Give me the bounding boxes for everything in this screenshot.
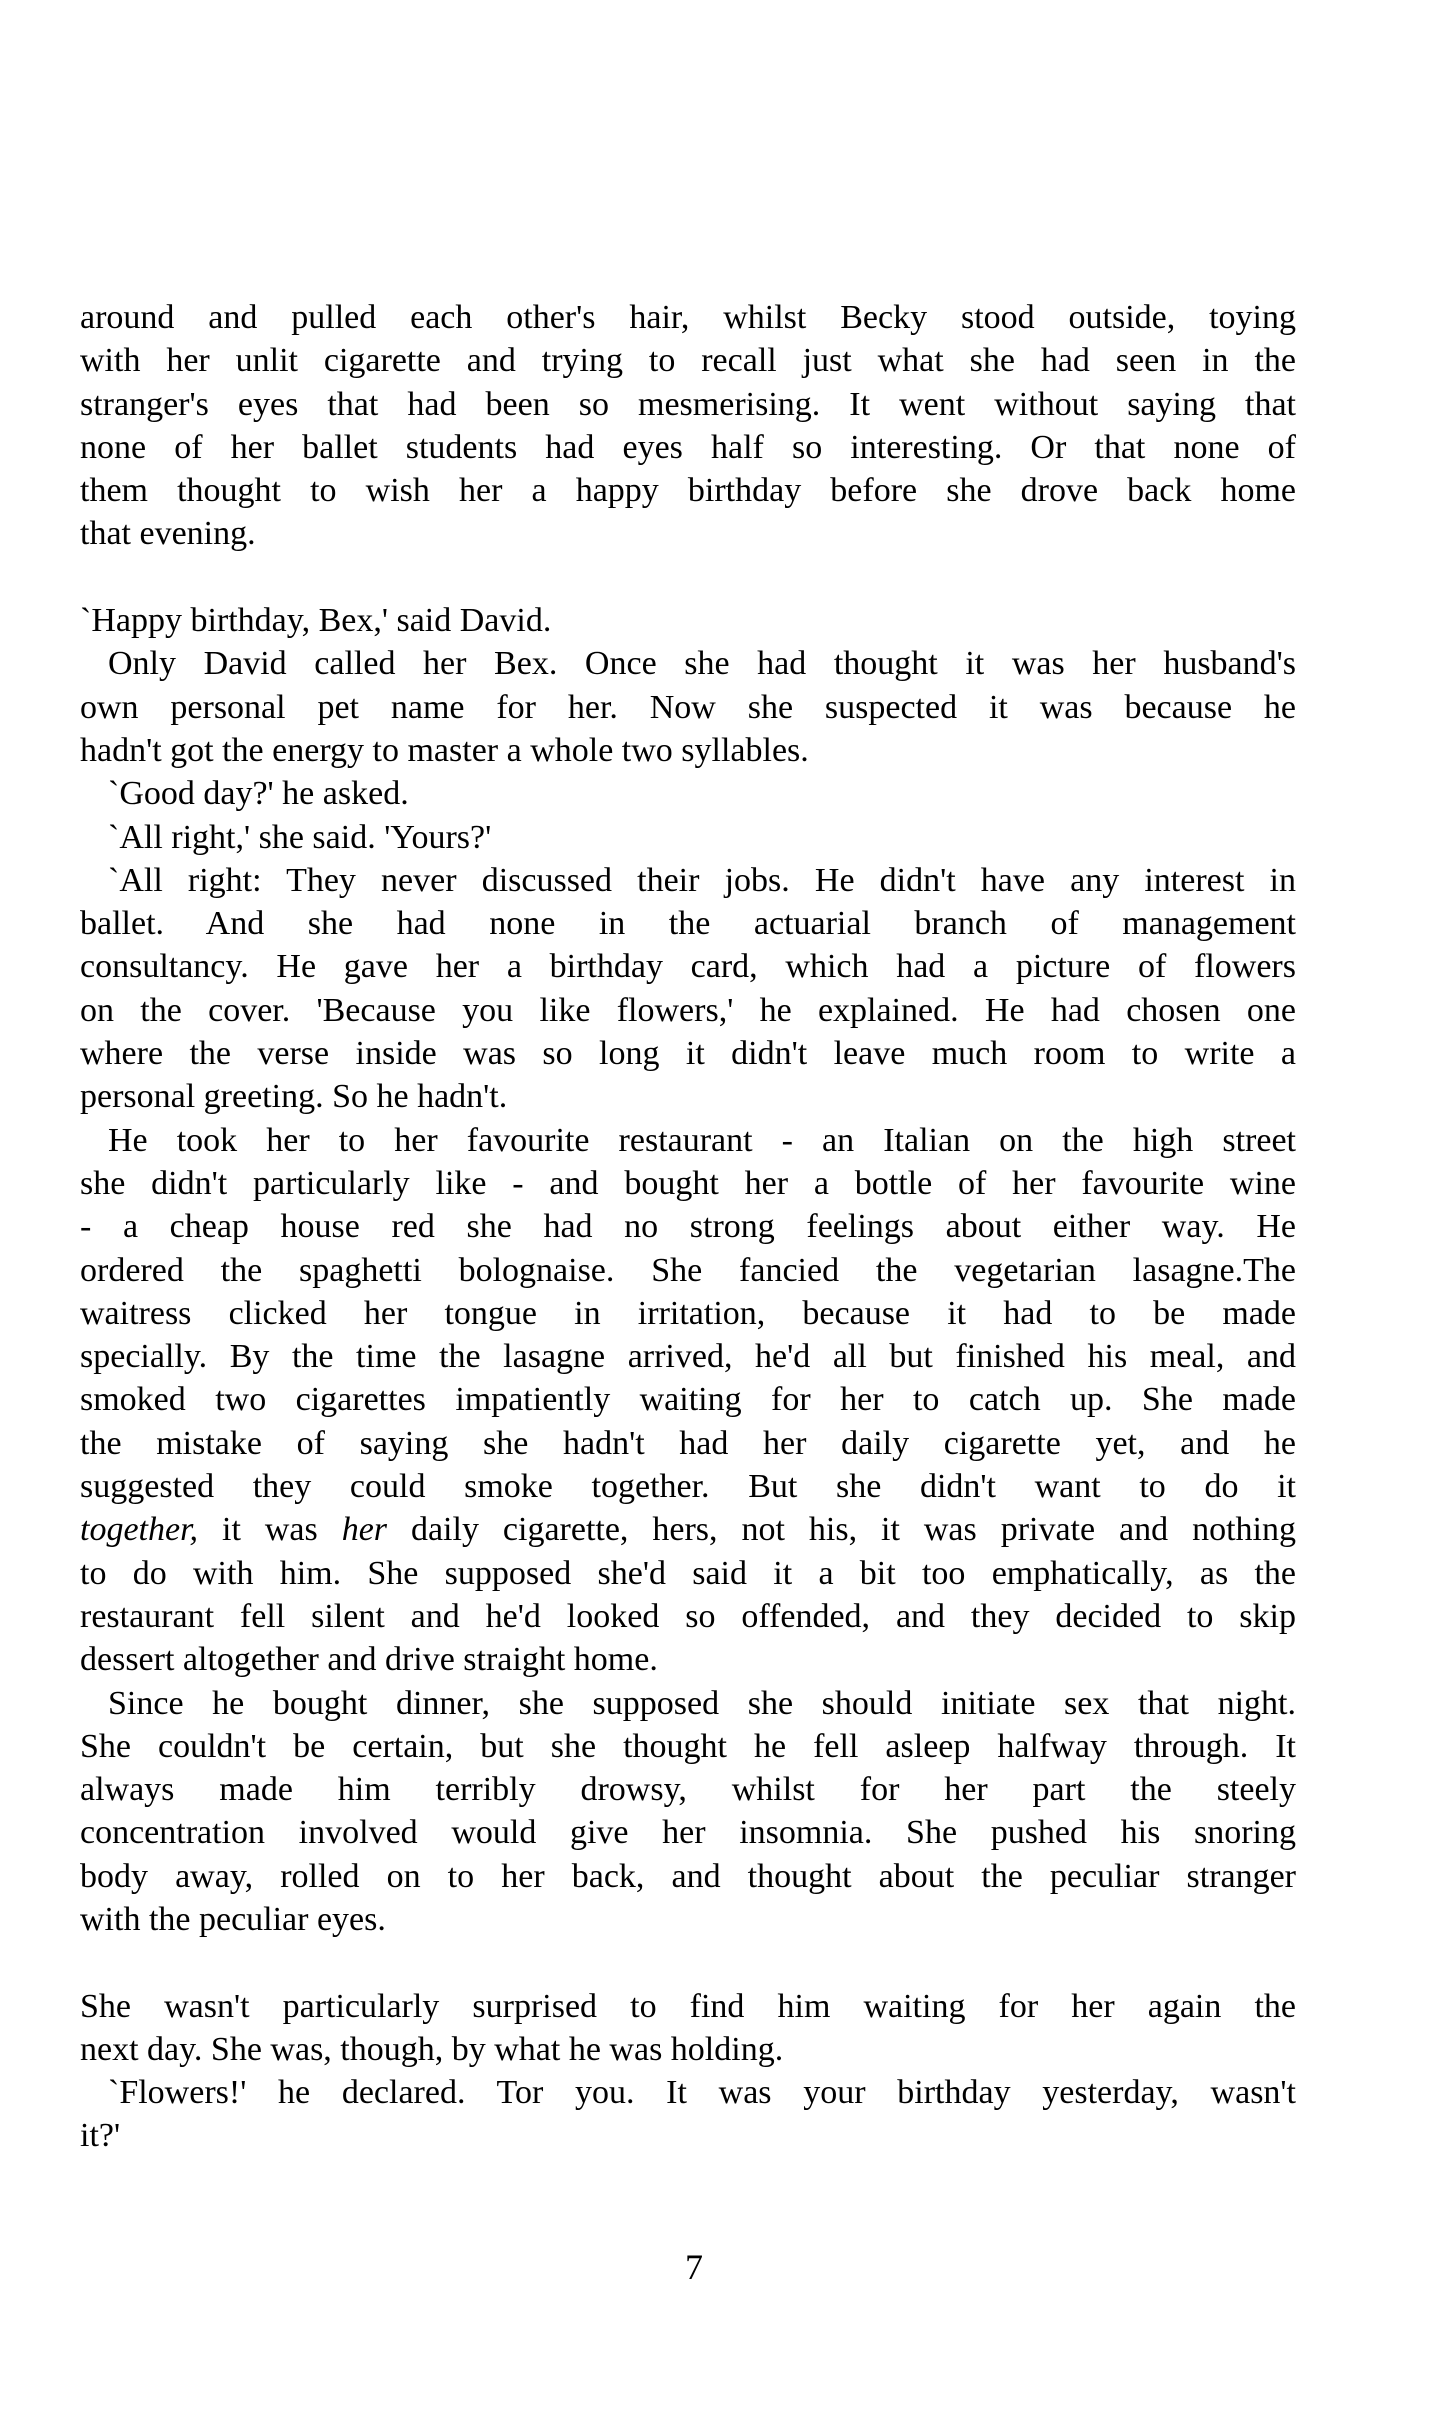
text-line [80,1898,1296,1941]
text-line [80,1595,1296,1638]
text-segment: `Good day?' he asked. [108,775,409,813]
text-line [80,1682,1296,1725]
text-line [80,1032,1296,1075]
text-line [80,296,1296,339]
text-segment: next day. She was, though, by what he was holding. [80,2030,784,2068]
text-line [80,339,1296,382]
page-number: 7 [685,2247,703,2287]
text-line [80,859,1296,902]
text-line [80,902,1296,945]
text-line [80,1335,1296,1378]
text-segment: the mistake of saying she hadn't had her daily cigarette yet, and he [80,1424,1296,1462]
text-segment: it was [198,1511,342,1549]
body-text [80,296,1296,2158]
text-segment: `Flowers!' he declared. Tor you. It was your birthday yesterday, wasn't [108,2074,1296,2112]
text-segment: hadn't got the energy to master a whole two syllables. [80,731,809,769]
text-segment: `All right: They never discussed their jobs. He didn't have any interest in [108,861,1296,899]
text-segment: always made him terribly drowsy, whilst for her part the steely [80,1771,1296,1809]
text-line [80,945,1296,988]
text-segment: concentration involved would give her insomnia. She pushed his snoring [80,1814,1296,1852]
text-segment: personal greeting. So he hadn't. [80,1078,508,1116]
text-line [80,1768,1296,1811]
text-line [80,2028,1296,2071]
text-segment: dessert altogether and drive straight home. [80,1641,658,1679]
text-segment: Only David called her Bex. Once she had thought it was her husband's [108,645,1296,683]
text-segment: consultancy. He gave her a birthday card, which had a picture of flowers [80,948,1296,986]
text-line [80,1985,1296,2028]
text-line [80,599,1296,642]
text-segment: She couldn't be certain, but she thought he fell asleep halfway through. It [80,1727,1296,1765]
italic-text: her [341,1511,388,1549]
text-line [80,642,1296,685]
text-line [80,1205,1296,1248]
text-line [80,989,1296,1032]
text-segment: with the peculiar eyes. [80,1900,386,1938]
text-segment: daily cigarette, hers, not his, it was private and nothing [387,1511,1296,1549]
text-segment: waitress clicked her tongue in irritation, because it had to be made [80,1294,1296,1332]
text-line [80,686,1296,729]
text-segment: Since he bought dinner, she supposed she should initiate sex that night. [108,1684,1296,1722]
text-line [80,2071,1296,2114]
text-segment: around and pulled each other's hair, whilst Becky stood outside, toying [80,299,1296,336]
text-segment: them thought to wish her a happy birthday before she drove back home [80,472,1296,510]
text-line [80,383,1296,426]
text-line [80,1075,1296,1118]
text-line [80,512,1296,555]
text-line [80,1552,1296,1595]
text-segment: none of her ballet students had eyes half so interesting. Or that none of [80,428,1296,466]
text-line [80,1378,1296,1421]
text-line [80,1422,1296,1465]
text-line [80,772,1296,815]
text-segment: restaurant fell silent and he'd looked so offended, and they decided to skip [80,1597,1296,1635]
text-line [80,816,1296,859]
text-segment: He took her to her favourite restaurant - an Italian on the high street [108,1121,1296,1159]
text-line [80,1249,1296,1292]
text-segment: smoked two cigarettes impatiently waiting for her to catch up. She made [80,1381,1296,1419]
text-segment: to do with him. She supposed she'd said it a bit too emphatically, as the [80,1554,1296,1592]
text-segment: - a cheap house red she had no strong feelings about either way. He [80,1208,1296,1246]
text-segment: where the verse inside was so long it didn't leave much room to write a [80,1035,1296,1073]
text-segment: body away, rolled on to her back, and thought about the peculiar stranger [80,1857,1296,1895]
text-line [80,1465,1296,1508]
text-line [80,1162,1296,1205]
text-line [80,1941,1296,1984]
text-line [80,556,1296,599]
text-line [80,1725,1296,1768]
text-segment: suggested they could smoke together. But she didn't want to do it [80,1468,1296,1506]
text-segment: ordered the spaghetti bolognaise. She fancied the vegetarian lasagne.The [80,1251,1296,1289]
text-segment: specially. By the time the lasagne arrived, he'd all but finished his meal, and [80,1338,1296,1376]
text-line [80,1292,1296,1335]
text-line [80,1638,1296,1681]
text-segment: She wasn't particularly surprised to find him waiting for her again the [80,1987,1296,2025]
text-line [80,469,1296,512]
text-line [80,2114,1296,2157]
text-segment: that evening. [80,515,256,553]
text-line [80,426,1296,469]
text-segment: ballet. And she had none in the actuarial branch of management [80,905,1296,943]
italic-text: together, [80,1511,199,1549]
text-segment: it?' [80,2117,121,2155]
text-segment: `Happy birthday, Bex,' said David. [80,602,552,640]
text-line [80,1855,1296,1898]
text-segment: `All right,' she said. 'Yours?' [108,818,492,856]
text-segment: own personal pet name for her. Now she suspected it was because he [80,688,1296,726]
text-line [80,729,1296,772]
text-line [80,1119,1296,1162]
text-line [80,1508,1296,1551]
text-segment: stranger's eyes that had been so mesmerising. It went without saying that [80,385,1296,423]
text-line [80,1811,1296,1854]
text-segment: with her unlit cigarette and trying to recall just what she had seen in the [80,342,1296,380]
text-segment: on the cover. 'Because you like flowers,' he explained. He had chosen one [80,991,1296,1029]
text-segment: she didn't particularly like - and bought her a bottle of her favourite wine [80,1164,1296,1202]
